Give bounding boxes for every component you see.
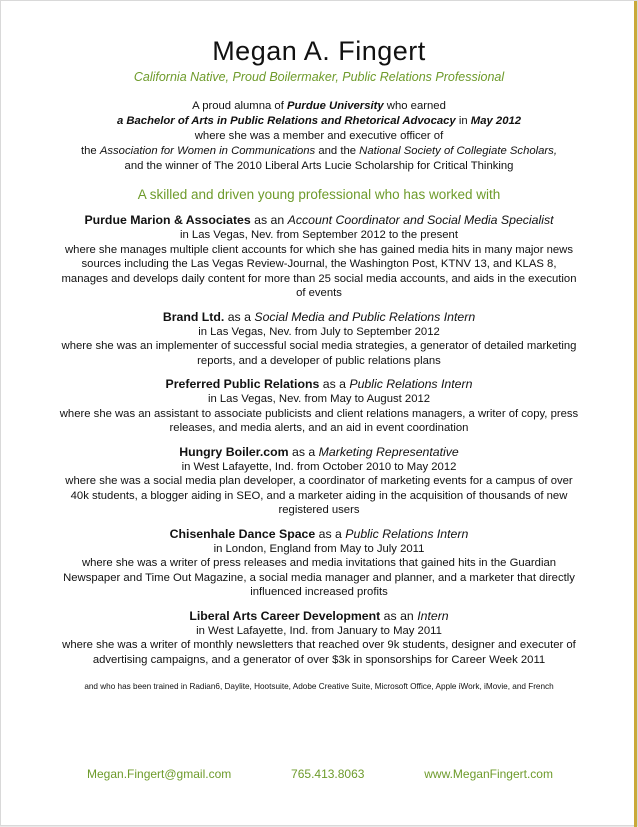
job-location-dates: in London, England from May to July 2011 — [213, 542, 425, 555]
job-description: where she was a writer of press releases and media invitations that gained hits in the Guardian Newspaper and Time Out Magazine, a social media manager and planner, and a marketer that directly influenced increased profits — [63, 557, 575, 598]
degree: a Bachelor of Arts in Public Relations and Rhetorical Advocacy — [116, 115, 456, 127]
job-location-dates: in West Lafayette, Ind. from January to May 2011 — [196, 624, 442, 637]
page-edge-bar — [634, 1, 637, 827]
job-entry: Hungry Boiler.com as a Marketing Representative in West Lafayette, Ind. from October 2010 to May 2012 where she was a social media plan developer, a coordinator of marketing events for a campus of over 40k students, a blogger aiding in SEO, and a marketer aiding in the acquisition of thousands of new registered users — [59, 444, 579, 518]
job-entry: Chisenhale Dance Space as a Public Relations Intern in London, England from May to July 2011 where she was a writer of press releases and media invitations that gained hits in the Guardian Newspaper and Time Out Magazine, a social media manager and planner, and a marketer that directly influenced increased profits — [59, 526, 579, 600]
job-role: Account Coordinator and Social Media Specialist — [287, 213, 554, 227]
intro-line-1: A proud alumna of Purdue University who earned — [192, 100, 446, 112]
job-location-dates: in West Lafayette, Ind. from October 2010 to May 2012 — [181, 460, 457, 473]
university-name: Purdue University — [286, 100, 384, 112]
experience-heading: A skilled and driven young professional who has worked with — [137, 187, 501, 202]
job-entry: Preferred Public Relations as a Public Relations Intern in Las Vegas, Nev. from May to August 2012 where she was an assistant to associate publicists and client relations managers, a writer of copy, press releases, and media alerts, and an aid in event coordination — [59, 377, 579, 434]
website-link[interactable]: www.MeganFingert.com — [424, 767, 553, 781]
job-role: Public Relations Intern — [345, 526, 469, 541]
job-entry: Liberal Arts Career Development as an Intern in West Lafayette, Ind. from January to May 2011 where she was a writer of monthly newsletters that reached over 9k students, designer and executer of advertising campaigns, and a generator of over $3k in sponsorships for Career Week 2011 — [59, 608, 579, 668]
job-description: where she was an assistant to associate publicists and client relations managers, a writer of copy, press releases, and media alerts, and an aid in event coordination — [59, 407, 579, 434]
contact-footer — [87, 767, 553, 781]
company-name: Preferred Public Relations — [165, 377, 320, 391]
company-name: Purdue Marion & Associates — [84, 213, 251, 227]
education-intro — [59, 99, 579, 174]
job-location-dates: in Las Vegas, Nev. from September 2012 to the present — [180, 229, 458, 241]
job-role: Social Media and Public Relations Intern — [254, 309, 476, 324]
candidate-name: Megan A. Fingert — [212, 36, 426, 66]
job-description: where she was an implementer of successful social media strategies, a generator of detailed marketing reports, and a developer of public relations plans — [61, 340, 577, 367]
intro-line-2: a Bachelor of Arts in Public Relations and Rhetorical Advocacy in May 2012 — [116, 115, 522, 127]
org-awc: Association for Women in Communications — [99, 145, 316, 157]
intro-line-4: the Association for Women in Communications and the National Society of Collegiate Scholars, — [81, 145, 557, 157]
job-location-dates: in Las Vegas, Nev. from July to September 2012 — [198, 325, 440, 338]
intro-line-3: where she was a member and executive officer of — [194, 130, 444, 142]
job-role: Marketing Representative — [318, 444, 459, 459]
job-role: Public Relations Intern — [349, 377, 473, 391]
company-name: Brand Ltd. — [162, 309, 225, 324]
company-name: Liberal Arts Career Development — [189, 608, 381, 623]
tagline: California Native, Proud Boilermaker, Public Relations Professional — [133, 70, 505, 84]
phone-number: 765.413.8063 — [291, 767, 365, 781]
job-description: where she was a writer of monthly newsletters that reached over 9k students, designer and executer of advertising campaigns, and a generator of over $3k in sponsorships for Career Week 2011 — [62, 639, 576, 666]
email-link[interactable]: Megan.Fingert@gmail.com — [87, 767, 232, 781]
org-nscs: National Society of Collegiate Scholars, — [359, 145, 557, 157]
job-location-dates: in Las Vegas, Nev. from May to August 2012 — [207, 393, 431, 405]
graduation-date: May 2012 — [470, 115, 522, 127]
resume-content — [59, 35, 579, 693]
company-name: Hungry Boiler.com — [179, 444, 289, 459]
skills-line: and who has been trained in Radian6, Daylite, Hootsuite, Adobe Creative Suite, Microsoft Office, Apple iWork, iMovie, and French — [84, 682, 554, 691]
job-role: Intern — [417, 608, 449, 623]
job-entry: Purdue Marion & Associates as an Account Coordinator and Social Media Specialist in Las Vegas, Nev. from September 2012 to the present where she manages multiple client accounts for which she has gained media hits in many major news sources including the Las Vegas Review-Journal, the Washington Post, KTNV 13, and KLAS 8, manages and develops daily content for more than 25 social media accounts, and aids in the execution of events — [59, 212, 579, 301]
job-description: where she was a social media plan developer, a coordinator of marketing events for a campus of over 40k students, a blogger aiding in SEO, and a marketer aiding in the acquisition of thousands of new registered users — [65, 475, 573, 516]
intro-line-5: and the winner of The 2010 Liberal Arts Lucie Scholarship for Critical Thinking — [124, 160, 514, 172]
job-description: where she manages multiple client accounts for which she has gained media hits in many major news sources including the Las Vegas Review-Journal, the Washington Post, KTNV 13, and KLAS 8, manages and develops daily content for more than 25 social media accounts, and aids in the execution of events — [61, 243, 577, 299]
company-name: Chisenhale Dance Space — [169, 526, 316, 541]
job-entry: Brand Ltd. as a Social Media and Public Relations Intern in Las Vegas, Nev. from July to September 2012 where she was an implementer of successful social media strategies, a generator of detailed marketing reports, and a developer of public relations plans — [59, 309, 579, 369]
